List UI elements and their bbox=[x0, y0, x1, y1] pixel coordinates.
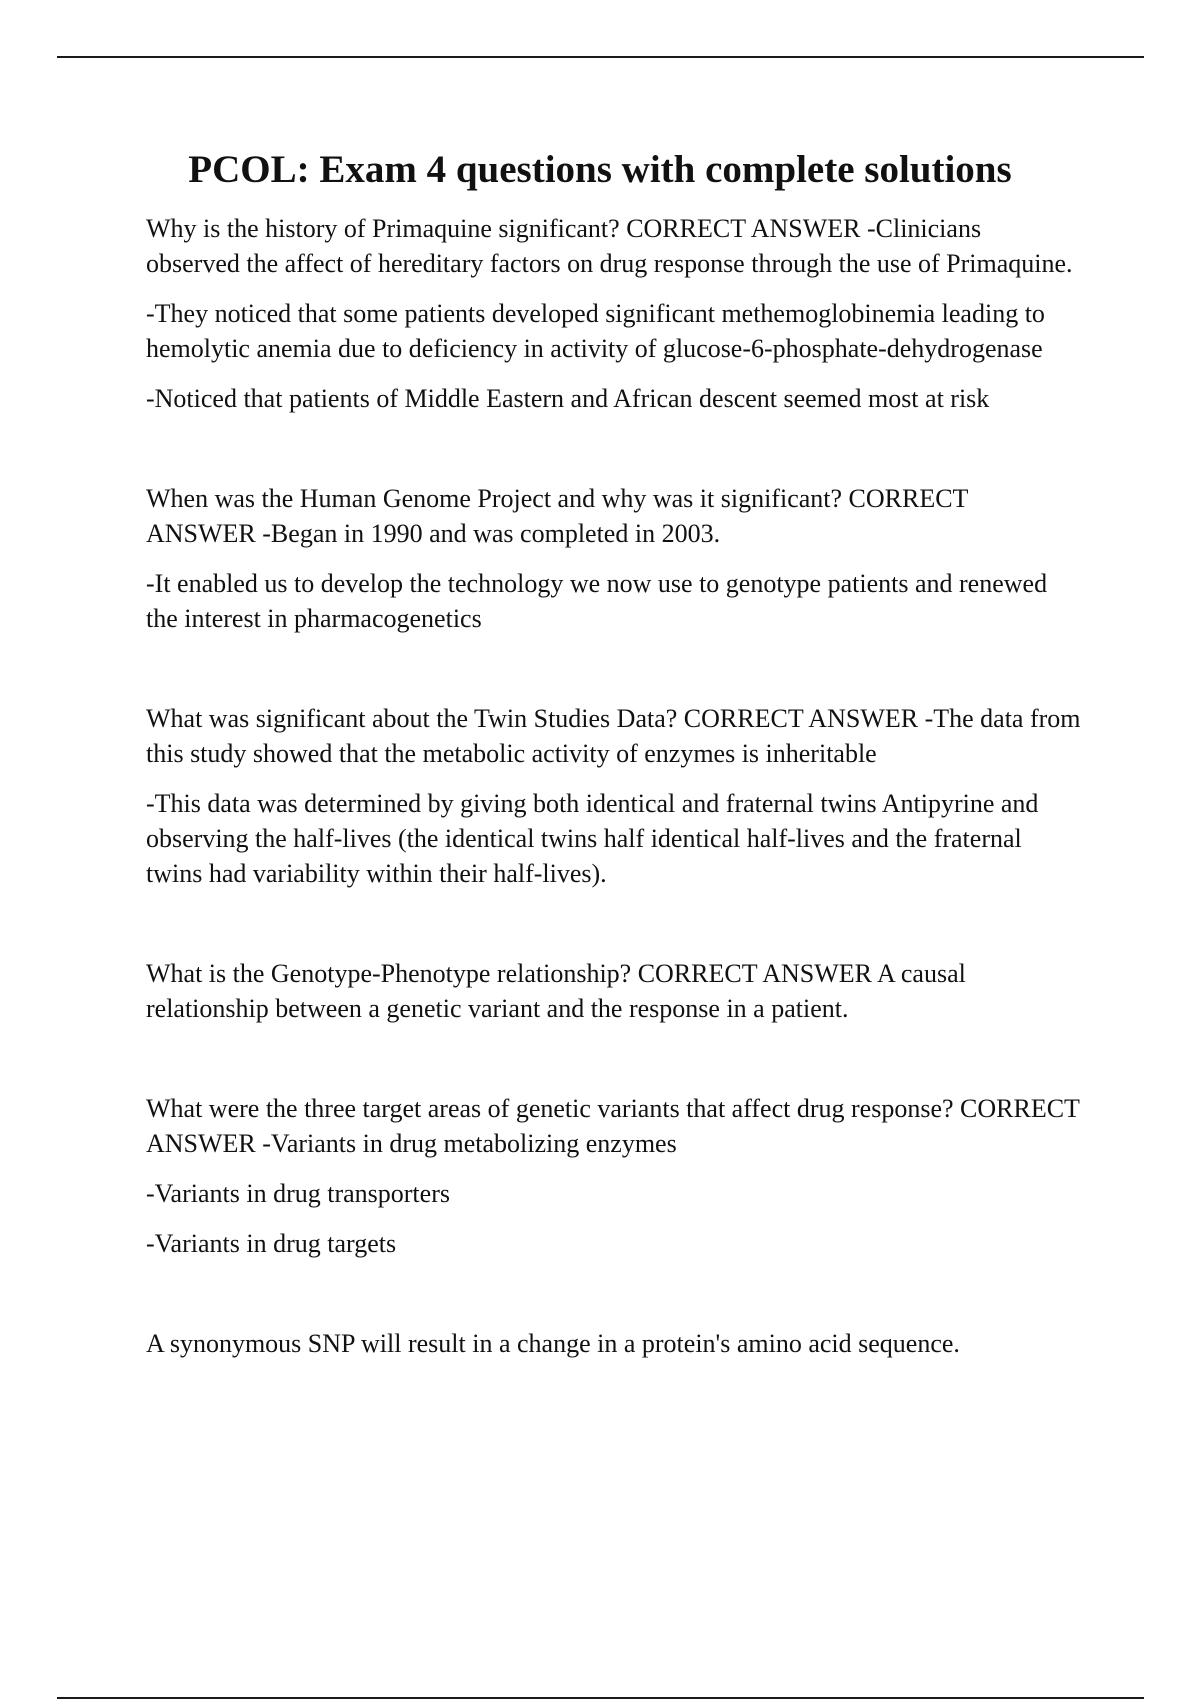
answer-paragraph: -It enabled us to develop the technology we now use to genotype patients and renewed the interest in pharmacogenetics bbox=[146, 569, 1048, 633]
qa-block-human-genome-project bbox=[146, 481, 1081, 636]
qa-block-synonymous-snp bbox=[146, 1326, 1081, 1361]
qa-block-genotype-phenotype bbox=[146, 956, 1081, 1026]
question-paragraph: What was significant about the Twin Studies Data? CORRECT ANSWER -The data from this study showed that the metabolic activity of enzymes is inheritable bbox=[146, 704, 1081, 768]
question-paragraph: When was the Human Genome Project and why was it significant? CORRECT ANSWER -Began in 1990 and was completed in 2003. bbox=[146, 484, 968, 548]
footer-rule bbox=[57, 1697, 1144, 1699]
question-paragraph: Why is the history of Primaquine significant? CORRECT ANSWER -Clinicians observed the affect of hereditary factors on drug response through the use of Primaquine. bbox=[146, 214, 1073, 278]
answer-paragraph: -This data was determined by giving both identical and fraternal twins Antipyrine and observing the half-lives (the identical twins half identical half-lives and the fraternal twins had variability within their half-lives). bbox=[146, 789, 1039, 888]
question-paragraph: A synonymous SNP will result in a change in a protein's amino acid sequence. bbox=[146, 1329, 960, 1358]
answer-paragraph: -Variants in drug transporters bbox=[146, 1179, 450, 1208]
qa-block-twin-studies bbox=[146, 701, 1081, 891]
answer-paragraph: -Noticed that patients of Middle Eastern and African descent seemed most at risk bbox=[146, 384, 990, 413]
header-rule bbox=[57, 56, 1144, 58]
document-title: PCOL: Exam 4 questions with complete solutions bbox=[188, 148, 1012, 191]
answer-paragraph: -Variants in drug targets bbox=[146, 1229, 397, 1258]
answer-paragraph: -They noticed that some patients developed significant methemoglobinemia leading to hemolytic anemia due to deficiency in activity of glucose-6-phosphate-dehydrogenase bbox=[146, 299, 1045, 363]
qa-block-target-areas bbox=[146, 1091, 1081, 1261]
question-paragraph: What were the three target areas of genetic variants that affect drug response? CORRECT ANSWER -Variants in drug metabolizing enzymes bbox=[146, 1094, 1080, 1158]
document-body bbox=[146, 211, 1081, 1361]
qa-block-primaquine bbox=[146, 211, 1081, 416]
question-paragraph: What is the Genotype-Phenotype relationship? CORRECT ANSWER A causal relationship between a genetic variant and the response in a patient. bbox=[146, 959, 966, 1023]
